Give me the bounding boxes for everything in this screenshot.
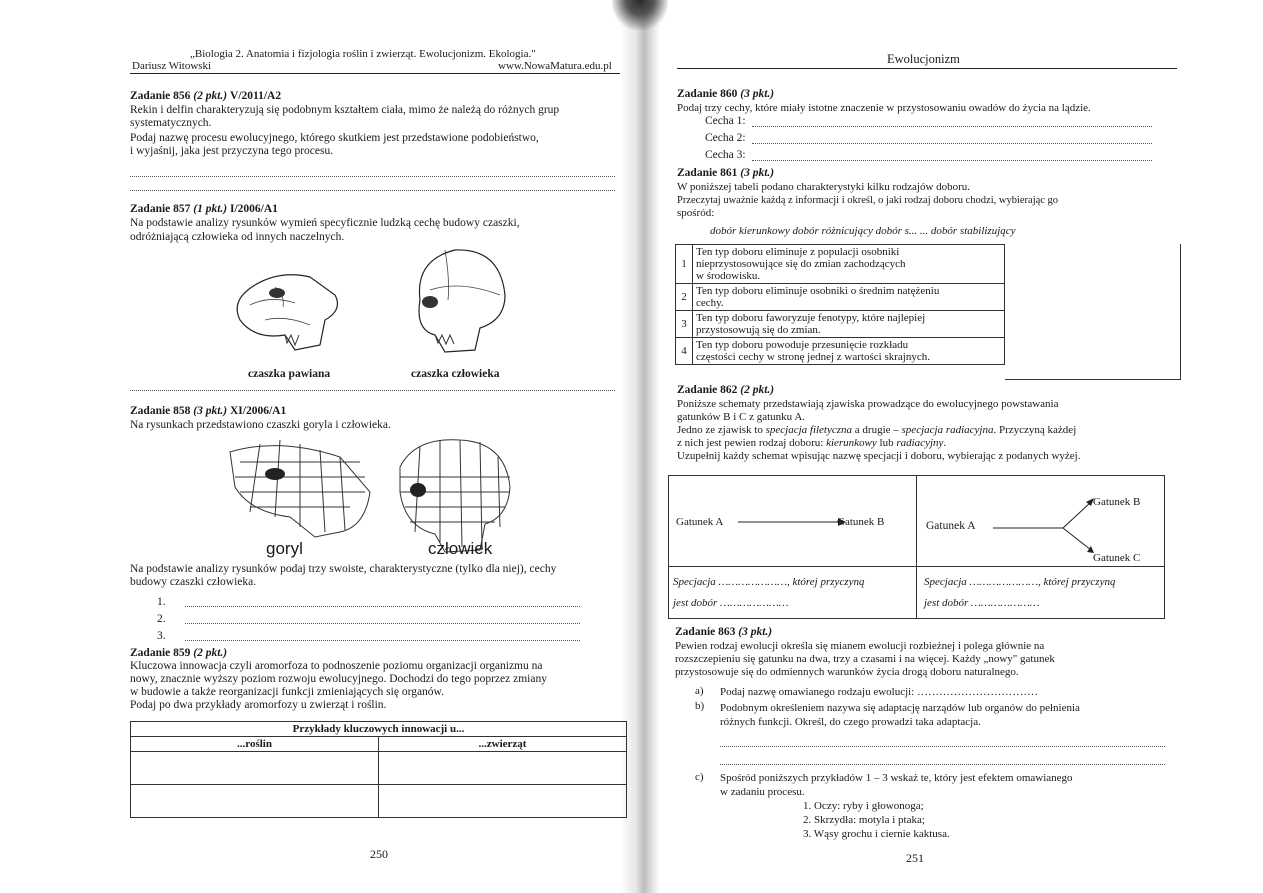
answer-number: 1.: [157, 596, 166, 608]
caption-baboon: czaszka pawiana: [248, 368, 331, 380]
selection-table: [675, 244, 1005, 365]
task-859-text-3: w budowie a także reorganizacji funkcji zmieniających się organów.: [130, 686, 444, 698]
innovations-table: [130, 721, 627, 818]
answer-line: [752, 126, 1152, 127]
subtask-a-text: Podaj nazwę omawianego rodzaju ewolucji: ……………………………: [720, 686, 1039, 698]
baboon-skull-drawing: [225, 265, 345, 360]
task-858-text-2: Na podstawie analizy rysunków podaj trzy swoiste, charakterystyczne (tylko dla niej), cechy: [130, 563, 557, 575]
selection-answer-left[interactable]: jest dobór …………………: [673, 597, 789, 609]
task-860-heading: Zadanie 860 (3 pkt.): [677, 88, 775, 100]
task-857-heading: Zadanie 857 (1 pkt.) I/2006/A1: [130, 203, 278, 215]
label-gorilla: goryl: [266, 539, 303, 558]
speciation-answer-left[interactable]: Specjacja …………………, której przyczyną: [673, 576, 865, 588]
row-description: Ten typ doboru powoduje przesunięcie rozkładu częstości cechy w stronę jednej z wartości skrajnych.: [693, 338, 1005, 365]
example-item: 1. Oczy: ryby i głowonoga;: [803, 800, 924, 812]
species-a-left: Gatunek A: [676, 516, 724, 528]
answer-line: [185, 640, 580, 641]
answer-number: 3.: [157, 630, 166, 642]
row-number: 3: [676, 311, 693, 338]
header-author: Dariusz Witowski: [132, 60, 212, 72]
human-skull-drawing: [400, 240, 510, 360]
answer-line: [720, 764, 1165, 765]
task-858-text-3: budowy czaszki człowieka.: [130, 576, 257, 588]
selection-answer-right[interactable]: jest dobór …………………: [924, 597, 1040, 609]
task-862-text-1: Poniższe schematy przedstawiają zjawiska prowadzące do ewolucyjnego powstawania: [677, 398, 1059, 410]
caption-human: czaszka człowieka: [411, 368, 500, 380]
answer-line: [720, 746, 1165, 747]
task-863-heading: Zadanie 863 (3 pkt.): [675, 626, 773, 638]
answer-column[interactable]: [1005, 244, 1181, 380]
task-856-text-2: systematycznych.: [130, 117, 212, 129]
task-863-text-1: Pewien rodzaj ewolucji określa się mianem ewolucji rozbieżnej i polega głównie na: [675, 640, 1045, 652]
feature-label: Cecha 1:: [705, 115, 746, 127]
task-861-text-2: Przeczytaj uważnie każdą z informacji i określ, o jaki rodzaj doboru chodzi, wybierając go: [677, 195, 1059, 206]
answer-line: [130, 390, 615, 391]
answer-cell[interactable]: [379, 785, 627, 818]
task-862-text-3: Jedno ze zjawisk to specjacja filetyczna a drugie – specjacja radiacyjna. Przyczyną każdej: [677, 424, 1077, 436]
task-861-text-1: W poniższej tabeli podano charakterystyki kilku rodzajów doboru.: [677, 181, 971, 193]
answer-cell[interactable]: [131, 752, 379, 785]
example-item: 3. Wąsy grochu i ciernie kaktusa.: [803, 828, 950, 840]
task-858-text-1: Na rysunkach przedstawiono czaszki goryla i człowieka.: [130, 419, 391, 431]
column-animals: ...zwierząt: [379, 737, 627, 752]
species-b-left: Gatunek B: [837, 516, 885, 528]
header-title: „Biologia 2. Anatomia i fizjologia roślin i zwierząt. Ewolucjonizm. Ekologia.": [190, 48, 536, 60]
row-description: Ten typ doboru faworyzuje fenotypy, które najlepiej przystosowują się do zmian.: [693, 311, 1005, 338]
task-862-heading: Zadanie 862 (2 pkt.): [677, 384, 775, 396]
row-description: Ten typ doboru eliminuje osobniki o średnim natężeniu cechy.: [693, 284, 1005, 311]
task-856-heading: Zadanie 856 (2 pkt.) V/2011/A2: [130, 90, 282, 102]
answer-cell[interactable]: [379, 752, 627, 785]
subtask-b-text-1: Podobnym określeniem nazywa się adaptację narządów lub organów do pełnienia: [720, 702, 1080, 714]
task-859-text-1: Kluczowa innowacja czyli aromorfoza to podnoszenie poziomu organizacji organizmu na: [130, 660, 543, 672]
task-859-text-2: nowy, znacznie wyższy poziom rozwoju ewolucyjnego. Dochodzi do tego poprzez zmiany: [130, 673, 547, 685]
row-number: 2: [676, 284, 693, 311]
answer-line: [185, 606, 580, 607]
answer-line: [130, 176, 615, 177]
feature-label: Cecha 2:: [705, 132, 746, 144]
species-b-right: Gatunek B: [1093, 496, 1141, 508]
answer-line: [752, 160, 1152, 161]
header-rule: [130, 73, 620, 74]
label-human: człowiek: [428, 539, 493, 558]
row-description: Ten typ doboru eliminuje z populacji osobniki nieprzystosowujące się do zmian zachodzących w środowisku.: [693, 245, 1005, 284]
task-858-heading: Zadanie 858 (3 pkt.) XI/2006/A1: [130, 405, 287, 417]
selection-options: dobór kierunkowy dobór różnicujący dobór s... ... dobór stabilizujący: [710, 225, 1016, 237]
task-860-text: Podaj trzy cechy, które miały istotne znaczenie w przystosowaniu owadów do życia na lądzie.: [677, 102, 1091, 114]
speciation-answer-right[interactable]: Specjacja …………………, której przyczyną: [924, 576, 1116, 588]
species-c-right: Gatunek C: [1093, 552, 1141, 564]
task-856-text-4: i wyjaśnij, jaka jest przyczyna tego procesu.: [130, 145, 334, 157]
answer-line: [130, 190, 615, 191]
answer-line: [185, 623, 580, 624]
feature-label: Cecha 3:: [705, 149, 746, 161]
task-857-text-1: Na podstawie analizy rysunków wymień specyficznie ludzką cechę budowy czaszki,: [130, 217, 520, 229]
task-862-text-2: gatunków B i C z gatunku A.: [677, 411, 806, 423]
example-item: 2. Skrzydła: motyla i ptaka;: [803, 814, 925, 826]
task-856-text-3: Podaj nazwę procesu ewolucyjnego, którego skutkiem jest przedstawione podobieństwo,: [130, 132, 539, 144]
right-page: [655, 0, 1263, 893]
header-rule: [677, 68, 1177, 69]
row-number: 4: [676, 338, 693, 365]
subtask-a-label: a): [695, 685, 704, 697]
task-863-text-3: przystosowuje się do odmiennych warunków życia drogą doboru naturalnego.: [675, 666, 1019, 678]
task-862-text-5: Uzupełnij każdy schemat wpisując nazwę specjacji i doboru, wybierając z podanych wyżej.: [677, 450, 1081, 462]
subtask-b-label: b): [695, 700, 705, 712]
task-859-heading: Zadanie 859 (2 pkt.): [130, 647, 228, 659]
page-number: 251: [906, 851, 924, 865]
task-862-text-4: z nich jest pewien rodzaj doboru: kierunkowy lub radiacyjny.: [677, 437, 947, 449]
task-856-text-1: Rekin i delfin charakteryzują się podobnym kształtem ciała, mimo że należą do różnych grup: [130, 104, 560, 116]
page-number: 250: [370, 847, 388, 861]
row-number: 1: [676, 245, 693, 284]
task-857-text-2: odróżniającą człowieka od innych naczelnych.: [130, 231, 345, 243]
subtask-c-label: c): [695, 771, 704, 783]
subtask-c-text-1: Spośród poniższych przykładów 1 – 3 wskaż te, który jest efektem omawianego: [720, 772, 1073, 784]
header-url: www.NowaMatura.edu.pl: [498, 60, 612, 72]
task-859-text-4: Podaj po dwa przykłady aromorfozy u zwierząt i roślin.: [130, 699, 387, 711]
species-a-right: Gatunek A: [926, 520, 976, 532]
speciation-arrows: [668, 475, 1165, 567]
answer-cell[interactable]: [131, 785, 379, 818]
subtask-c-text-2: w zadaniu procesu.: [720, 786, 805, 798]
subtask-b-text-2: różnych funkcji. Określ, do czego prowadzi taka adaptacja.: [720, 716, 981, 728]
table-title: Przykłady kluczowych innowacji u...: [131, 722, 627, 737]
task-861-heading: Zadanie 861 (3 pkt.): [677, 167, 775, 179]
task-863-text-2: rozszczepieniu się gatunku na dwa, trzy a czasami i na więcej. Każdy „nowy" gatunek: [675, 653, 1055, 665]
column-plants: ...roślin: [131, 737, 379, 752]
answer-number: 2.: [157, 613, 166, 625]
task-861-text-3: spośród:: [677, 207, 715, 219]
answer-line: [752, 143, 1152, 144]
page-header: Ewolucjonizm: [887, 52, 960, 66]
